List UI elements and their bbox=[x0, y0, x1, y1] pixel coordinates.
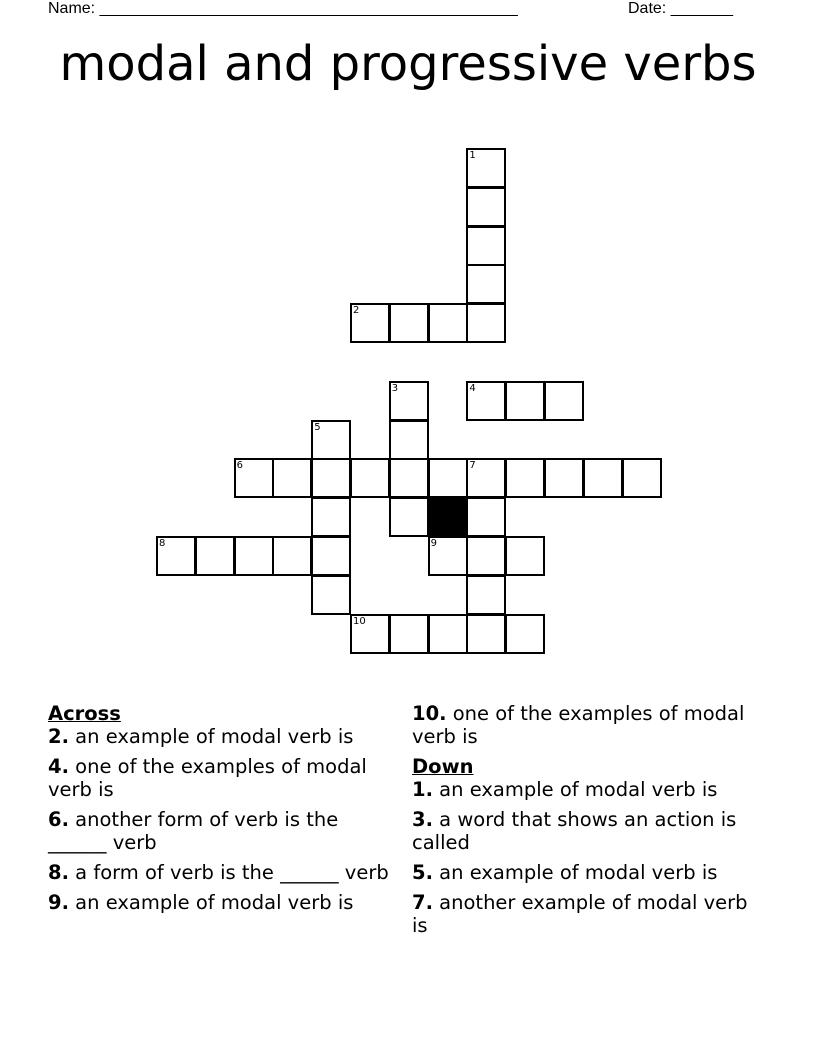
clue-number: 4. bbox=[48, 755, 69, 778]
answer-cell[interactable] bbox=[466, 575, 506, 615]
across-clue-10 bbox=[412, 702, 762, 748]
answer-cell[interactable] bbox=[272, 458, 312, 498]
down-heading: Down bbox=[412, 755, 474, 778]
answer-cell[interactable] bbox=[466, 148, 506, 188]
answer-cell[interactable] bbox=[272, 536, 312, 576]
answer-cell[interactable] bbox=[234, 536, 274, 576]
clue-number: 1. bbox=[412, 778, 433, 801]
across-clue-6 bbox=[48, 808, 393, 854]
answer-cell[interactable] bbox=[505, 614, 545, 654]
clue-number-label: 5 bbox=[314, 421, 321, 433]
answer-cell[interactable] bbox=[622, 458, 662, 498]
answer-cell[interactable] bbox=[428, 458, 468, 498]
clue-text: one of the examples of modal verb is bbox=[412, 702, 745, 748]
answer-cell[interactable] bbox=[350, 303, 390, 343]
blocked-cell bbox=[428, 497, 468, 537]
answer-cell[interactable] bbox=[466, 264, 506, 304]
answer-cell[interactable] bbox=[505, 381, 545, 421]
answer-cell[interactable] bbox=[156, 536, 196, 576]
clue-text: another example of modal verb is bbox=[412, 891, 748, 937]
across-clue-8 bbox=[48, 861, 393, 884]
clue-number-label: 4 bbox=[469, 382, 476, 394]
date-field[interactable]: Date: _______ bbox=[628, 0, 733, 17]
answer-cell[interactable] bbox=[466, 614, 506, 654]
across-heading: Across bbox=[48, 702, 121, 725]
down-clue-1 bbox=[412, 778, 762, 801]
answer-cell[interactable] bbox=[466, 303, 506, 343]
answer-cell[interactable] bbox=[311, 575, 351, 615]
answer-cell[interactable] bbox=[195, 536, 235, 576]
across-clue-9 bbox=[48, 891, 393, 914]
clue-number-label: 9 bbox=[430, 538, 437, 549]
answer-cell[interactable] bbox=[544, 381, 584, 421]
clue-number: 9. bbox=[48, 891, 69, 914]
answer-cell[interactable] bbox=[583, 458, 623, 498]
clue-number: 7. bbox=[412, 891, 433, 914]
answer-cell[interactable] bbox=[350, 614, 390, 654]
down-clue-3 bbox=[412, 808, 762, 854]
answer-cell[interactable] bbox=[544, 458, 584, 498]
name-field[interactable]: Name: _______________________________________________ bbox=[48, 0, 518, 17]
clue-text: another form of verb is the ______ verb bbox=[48, 808, 339, 854]
clue-text: an example of modal verb is bbox=[432, 778, 718, 801]
answer-cell[interactable] bbox=[505, 458, 545, 498]
across-clue-2 bbox=[48, 725, 393, 748]
answer-cell[interactable] bbox=[389, 614, 429, 654]
answer-cell[interactable] bbox=[466, 187, 506, 227]
answer-cell[interactable] bbox=[466, 381, 506, 421]
clues-left-column bbox=[48, 702, 393, 921]
down-clue-7 bbox=[412, 891, 762, 937]
clue-number: 10. bbox=[412, 702, 447, 725]
answer-cell[interactable] bbox=[311, 420, 351, 460]
answer-cell[interactable] bbox=[466, 536, 506, 576]
answer-cell[interactable] bbox=[350, 458, 390, 498]
answer-cell[interactable] bbox=[389, 497, 429, 537]
answer-cell[interactable] bbox=[428, 536, 468, 576]
clue-number: 5. bbox=[412, 861, 433, 884]
answer-cell[interactable] bbox=[466, 226, 506, 266]
clue-text: a form of verb is the ______ verb bbox=[68, 861, 389, 884]
clues-right-column bbox=[412, 702, 762, 944]
answer-cell[interactable] bbox=[234, 458, 274, 498]
answer-cell[interactable] bbox=[311, 497, 351, 537]
clue-number-label: 8 bbox=[159, 538, 166, 549]
answer-cell[interactable] bbox=[311, 536, 351, 576]
answer-cell[interactable] bbox=[389, 458, 429, 498]
clue-number: 3. bbox=[412, 808, 433, 831]
clue-number-label: 7 bbox=[469, 460, 476, 472]
clue-number-label: 3 bbox=[391, 382, 399, 394]
answer-cell[interactable] bbox=[466, 497, 506, 537]
answer-cell[interactable] bbox=[389, 420, 429, 460]
clue-number-label: 6 bbox=[236, 460, 243, 472]
answer-cell[interactable] bbox=[466, 458, 506, 498]
answer-cell[interactable] bbox=[389, 381, 429, 421]
clue-text: an example of modal verb is bbox=[432, 861, 718, 884]
answer-cell[interactable] bbox=[389, 303, 429, 343]
answer-cell[interactable] bbox=[428, 303, 468, 343]
across-clue-4 bbox=[48, 755, 393, 801]
clue-number-label: 10 bbox=[353, 615, 366, 627]
answer-cell[interactable] bbox=[505, 536, 545, 576]
clue-number: 2. bbox=[48, 725, 69, 748]
answer-cell[interactable] bbox=[428, 614, 468, 654]
clue-text: one of the examples of modal verb is bbox=[48, 755, 367, 801]
page-title: modal and progressive verbs bbox=[59, 36, 757, 92]
clue-number-label: 2 bbox=[353, 305, 360, 317]
clue-number: 6. bbox=[48, 808, 69, 831]
clue-text: a word that shows an action is called bbox=[412, 808, 737, 854]
answer-cell[interactable] bbox=[311, 458, 351, 498]
clue-number: 8. bbox=[48, 861, 69, 884]
down-clue-5 bbox=[412, 861, 762, 884]
clue-text: an example of modal verb is bbox=[68, 891, 354, 914]
clue-number-label: 1 bbox=[469, 150, 476, 161]
clue-text: an example of modal verb is bbox=[68, 725, 354, 748]
